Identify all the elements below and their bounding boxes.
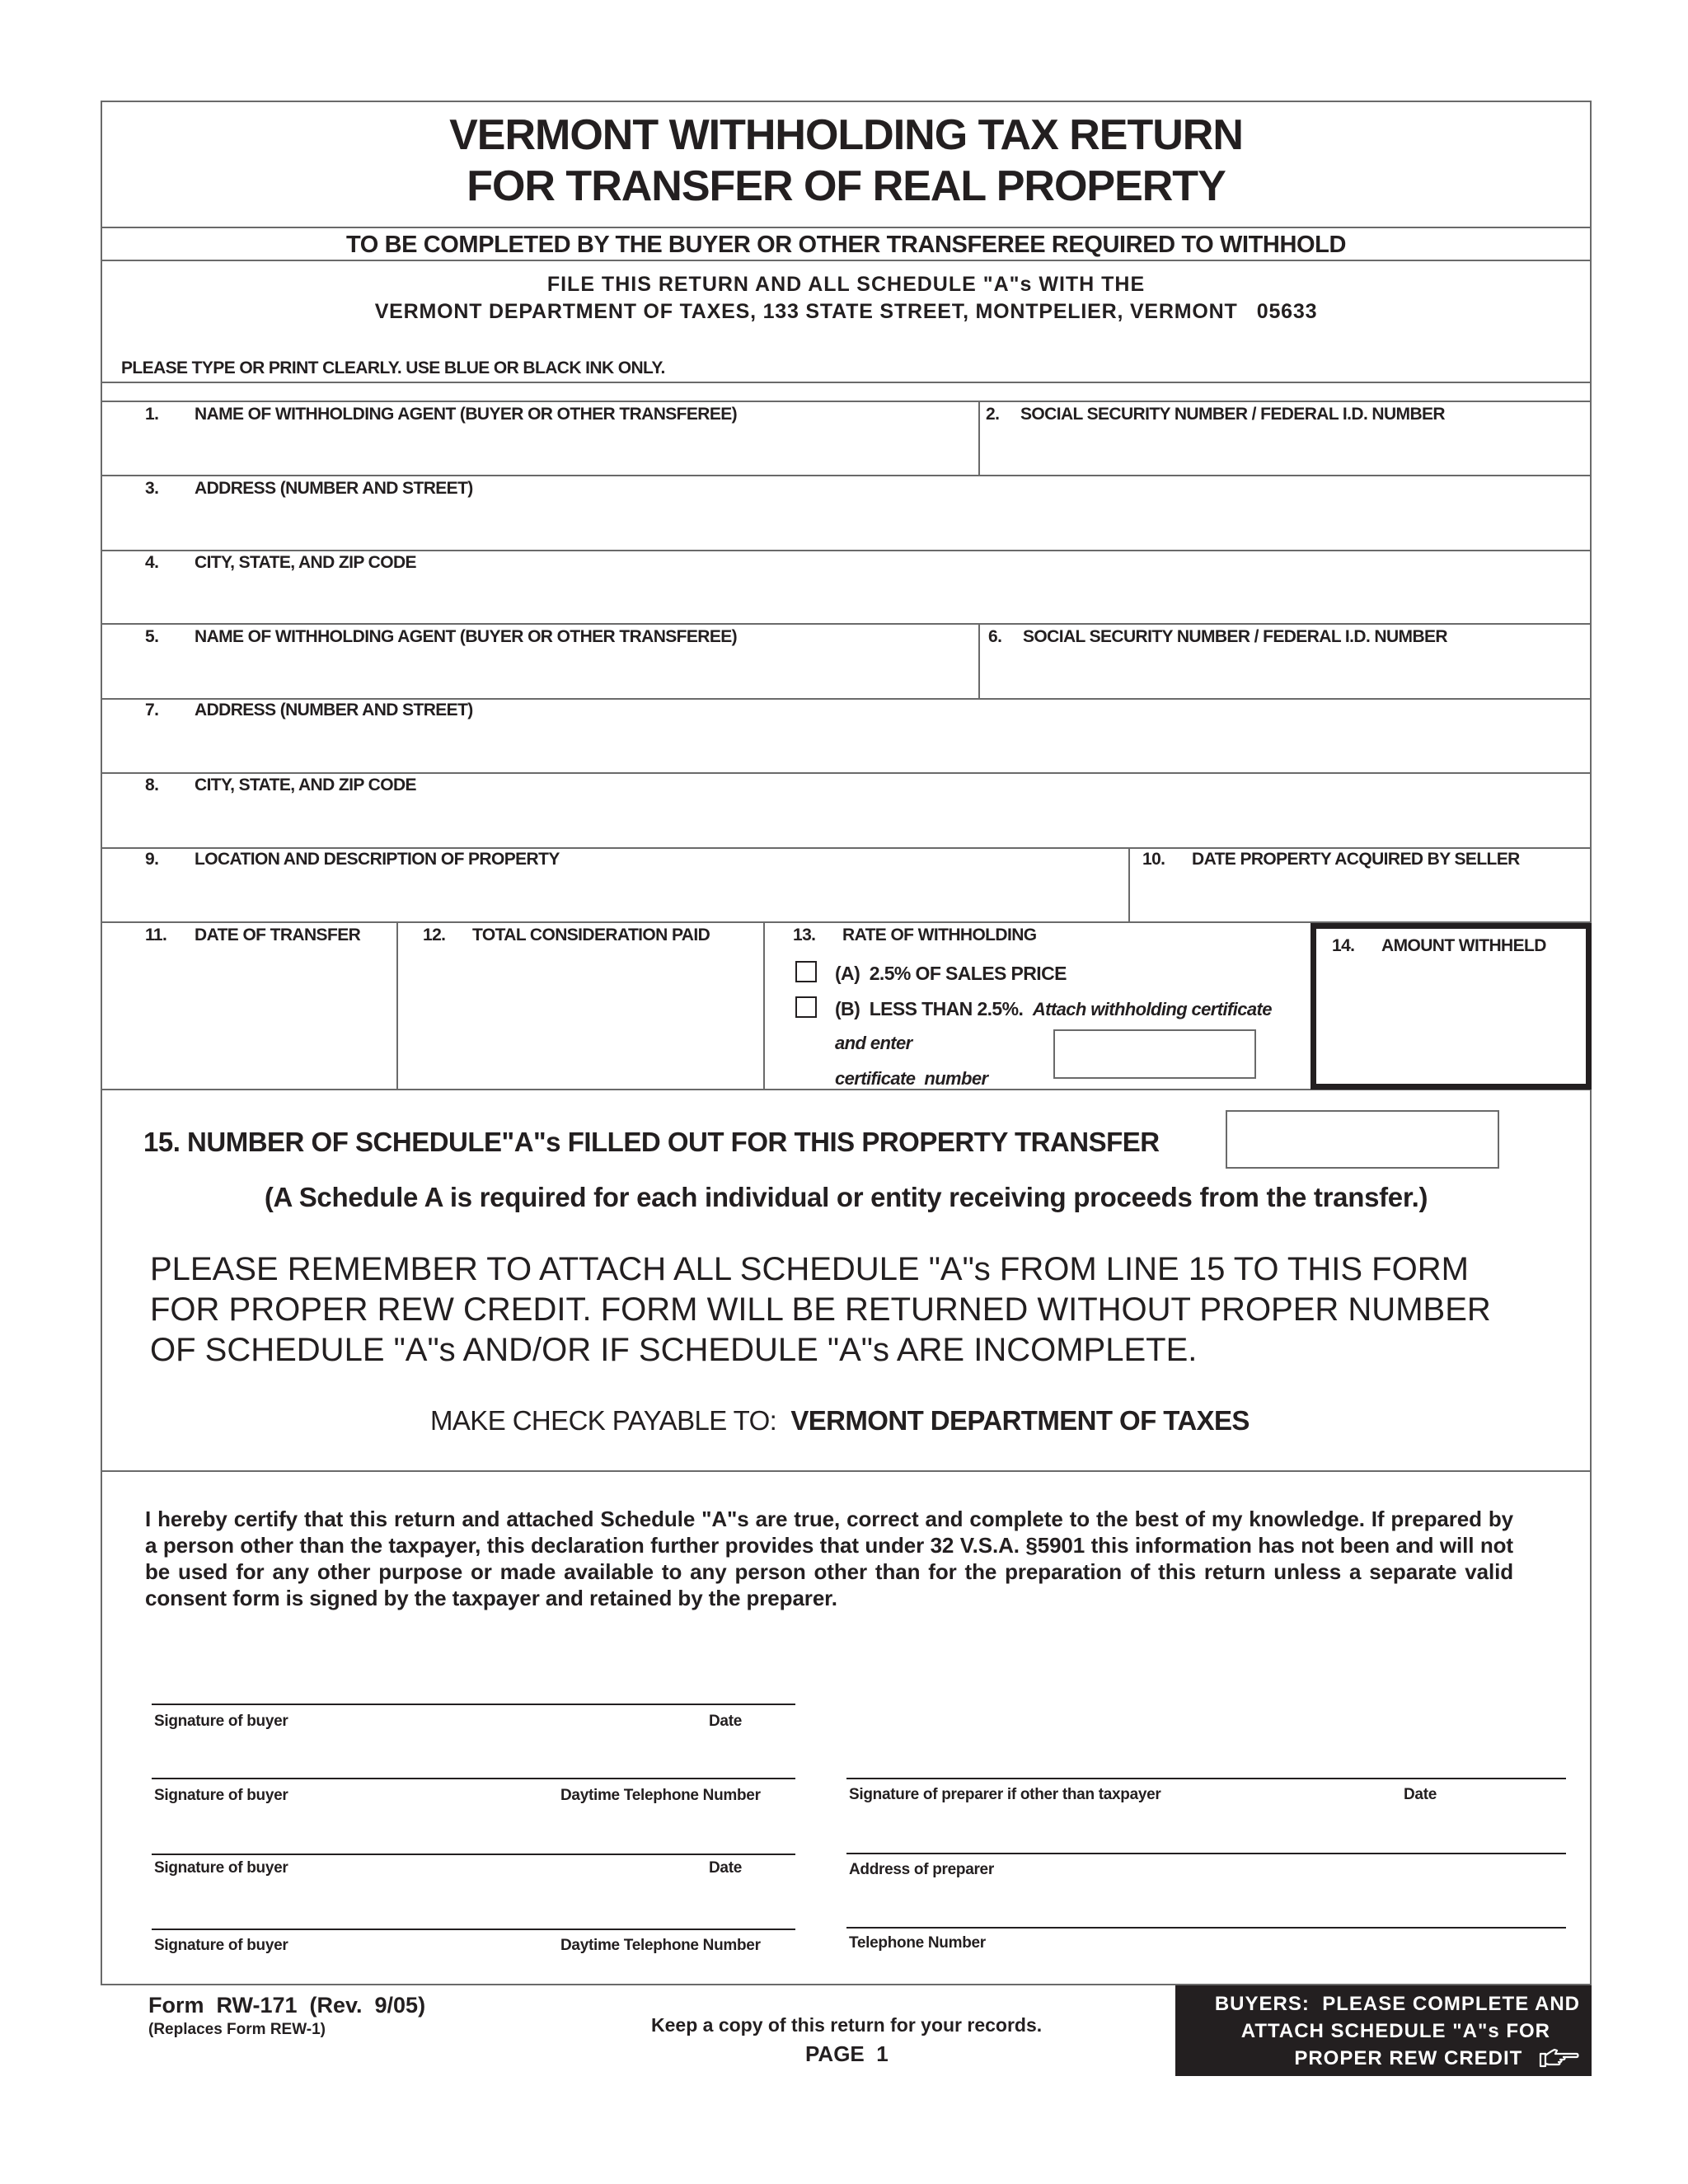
schedule-a-count-input[interactable] bbox=[1226, 1110, 1499, 1169]
preparer-address-line[interactable] bbox=[846, 1853, 1566, 1854]
divider bbox=[978, 401, 980, 476]
field-8-label: 8. CITY, STATE, AND ZIP CODE bbox=[145, 776, 416, 794]
buyer-signature-label: Signature of buyer bbox=[154, 1787, 288, 1804]
buyers-notice-banner bbox=[1175, 1985, 1592, 2076]
keep-copy-note: Keep a copy of this return for your records. bbox=[651, 2014, 1043, 2036]
field-1-label: 1. NAME OF WITHHOLDING AGENT (BUYER OR OTHER TRANSFEREE) bbox=[145, 405, 738, 424]
banner-line3-row bbox=[1175, 2045, 1580, 2072]
field-11-label: 11. DATE OF TRANSFER bbox=[145, 926, 361, 944]
pointing-hand-icon bbox=[1539, 2046, 1580, 2068]
field-5-input[interactable] bbox=[102, 625, 978, 697]
form-title-line2: FOR TRANSFER OF REAL PROPERTY bbox=[467, 162, 1226, 210]
field-10-input[interactable] bbox=[1130, 849, 1591, 921]
field-6-input[interactable] bbox=[981, 625, 1591, 697]
field-9-label: 9. LOCATION AND DESCRIPTION OF PROPERTY bbox=[145, 850, 560, 869]
reminder-line1: PLEASE REMEMBER TO ATTACH ALL SCHEDULE "A"s FROM LINE 15 TO THIS FORM bbox=[150, 1251, 1469, 1287]
field-11-input[interactable] bbox=[102, 948, 395, 1086]
field-7-input[interactable] bbox=[102, 700, 1591, 771]
divider bbox=[396, 921, 398, 1090]
buyer-signature-label: Signature of buyer bbox=[154, 1713, 288, 1730]
field-12-label: 12. TOTAL CONSIDERATION PAID bbox=[423, 926, 710, 944]
file-instructions-line1: FILE THIS RETURN AND ALL SCHEDULE "A"s WITH THE bbox=[546, 273, 1146, 296]
date-label: Date bbox=[709, 1859, 742, 1877]
field-1-input[interactable] bbox=[102, 402, 978, 474]
buyer-signature-line[interactable] bbox=[152, 1929, 795, 1930]
buyer-signature-label: Signature of buyer bbox=[154, 1937, 288, 1954]
field-8-input[interactable] bbox=[102, 774, 1591, 846]
banner-line3: PROPER REW CREDIT bbox=[1294, 2047, 1523, 2069]
buyer-signature-line[interactable] bbox=[152, 1778, 795, 1779]
and-enter-text: and enter bbox=[835, 1033, 912, 1053]
field-12-input[interactable] bbox=[399, 948, 762, 1086]
preparer-phone-line[interactable] bbox=[846, 1927, 1566, 1929]
field-10-label: 10. DATE PROPERTY ACQUIRED BY SELLER bbox=[1142, 850, 1520, 869]
rate-option-b-checkbox[interactable] bbox=[795, 996, 817, 1018]
preparer-signature-label: Signature of preparer if other than taxpayer bbox=[849, 1786, 1161, 1803]
replaces-form: (Replaces Form REW-1) bbox=[148, 2021, 326, 2038]
certificate-number-text: certificate number bbox=[835, 1068, 988, 1089]
daytime-phone-label: Daytime Telephone Number bbox=[560, 1937, 761, 1954]
field-4-input[interactable] bbox=[102, 551, 1591, 622]
field-13-label: 13. RATE OF WITHHOLDING bbox=[793, 926, 1037, 944]
daytime-phone-label: Daytime Telephone Number bbox=[560, 1787, 761, 1804]
buyer-signature-line[interactable] bbox=[152, 1854, 795, 1855]
schedule-a-note: (A Schedule A is required for each individual or entity receiving proceeds from the transfer.) bbox=[264, 1182, 1428, 1212]
field-2-label: 2. SOCIAL SECURITY NUMBER / FEDERAL I.D. NUMBER bbox=[986, 405, 1445, 424]
rate-option-a-label: (A) 2.5% OF SALES PRICE bbox=[835, 963, 1067, 984]
form-subtitle: TO BE COMPLETED BY THE BUYER OR OTHER TRANSFEREE REQUIRED TO WITHHOLD bbox=[345, 232, 1347, 258]
certification-statement: I hereby certify that this return and attached Schedule "A"s are true, correct and complete to the best of my knowledge. If prepared by a person other than the taxpayer, this declaration further provides that under 32 V.S.A. §5901 this information has not been and will not be used for any other purpose or made available to any person other than for the preparation of this return unless a separate valid consent form is signed by the taxpayer and retained by the preparer. bbox=[145, 1507, 1513, 1610]
form-title-line1: VERMONT WITHHOLDING TAX RETURN bbox=[449, 111, 1243, 159]
rate-option-a-checkbox[interactable] bbox=[795, 961, 817, 982]
date-label: Date bbox=[1404, 1786, 1437, 1803]
field-5-label: 5. NAME OF WITHHOLDING AGENT (BUYER OR OTHER TRANSFEREE) bbox=[145, 627, 738, 646]
preparer-address-label: Address of preparer bbox=[849, 1861, 994, 1878]
buyer-signature-label: Signature of buyer bbox=[154, 1859, 288, 1877]
reminder-line3: OF SCHEDULE "A"s AND/OR IF SCHEDULE "A"s ARE INCOMPLETE. bbox=[150, 1332, 1198, 1368]
page-number: PAGE 1 bbox=[805, 2041, 889, 2066]
banner-line1: BUYERS: PLEASE COMPLETE AND bbox=[1214, 1993, 1580, 2015]
ink-instructions: PLEASE TYPE OR PRINT CLEARLY. USE BLUE OR BLACK INK ONLY. bbox=[121, 359, 665, 377]
buyer-signature-line[interactable] bbox=[152, 1704, 795, 1705]
file-instructions-line2: VERMONT DEPARTMENT OF TAXES, 133 STATE STREET, MONTPELIER, VERMONT 05633 bbox=[374, 300, 1318, 323]
form-id: Form RW-171 (Rev. 9/05) bbox=[148, 1993, 426, 2018]
certificate-number-input[interactable] bbox=[1053, 1029, 1256, 1079]
field-7-label: 7. ADDRESS (NUMBER AND STREET) bbox=[145, 701, 473, 719]
field-3-input[interactable] bbox=[102, 476, 1591, 549]
field-2-input[interactable] bbox=[981, 402, 1591, 474]
field-4-label: 4. CITY, STATE, AND ZIP CODE bbox=[145, 553, 416, 572]
banner-line2: ATTACH SCHEDULE "A"s FOR bbox=[1240, 2020, 1550, 2042]
field-3-label: 3. ADDRESS (NUMBER AND STREET) bbox=[145, 479, 473, 498]
divider bbox=[763, 921, 765, 1090]
reminder-line2: FOR PROPER REW CREDIT. FORM WILL BE RETURNED WITHOUT PROPER NUMBER bbox=[150, 1291, 1491, 1328]
divider bbox=[101, 260, 1592, 261]
preparer-phone-label: Telephone Number bbox=[849, 1934, 986, 1952]
preparer-signature-line[interactable] bbox=[846, 1778, 1566, 1779]
field-14-label: 14. AMOUNT WITHHELD bbox=[1332, 936, 1546, 955]
rate-option-b-label: (B) LESS THAN 2.5%. Attach withholding certificate bbox=[835, 998, 1272, 1019]
divider bbox=[101, 1470, 1592, 1472]
field-9-input[interactable] bbox=[102, 849, 1128, 921]
payable-to: MAKE CHECK PAYABLE TO: VERMONT DEPARTMENT OF TAXES bbox=[430, 1405, 1250, 1436]
field-15-label: 15. NUMBER OF SCHEDULE"A"s FILLED OUT FOR THIS PROPERTY TRANSFER bbox=[143, 1127, 1160, 1157]
divider bbox=[101, 227, 1592, 228]
field-6-label: 6. SOCIAL SECURITY NUMBER / FEDERAL I.D. NUMBER bbox=[988, 627, 1447, 646]
divider bbox=[101, 382, 1592, 383]
date-label: Date bbox=[709, 1713, 742, 1730]
divider bbox=[978, 623, 980, 698]
